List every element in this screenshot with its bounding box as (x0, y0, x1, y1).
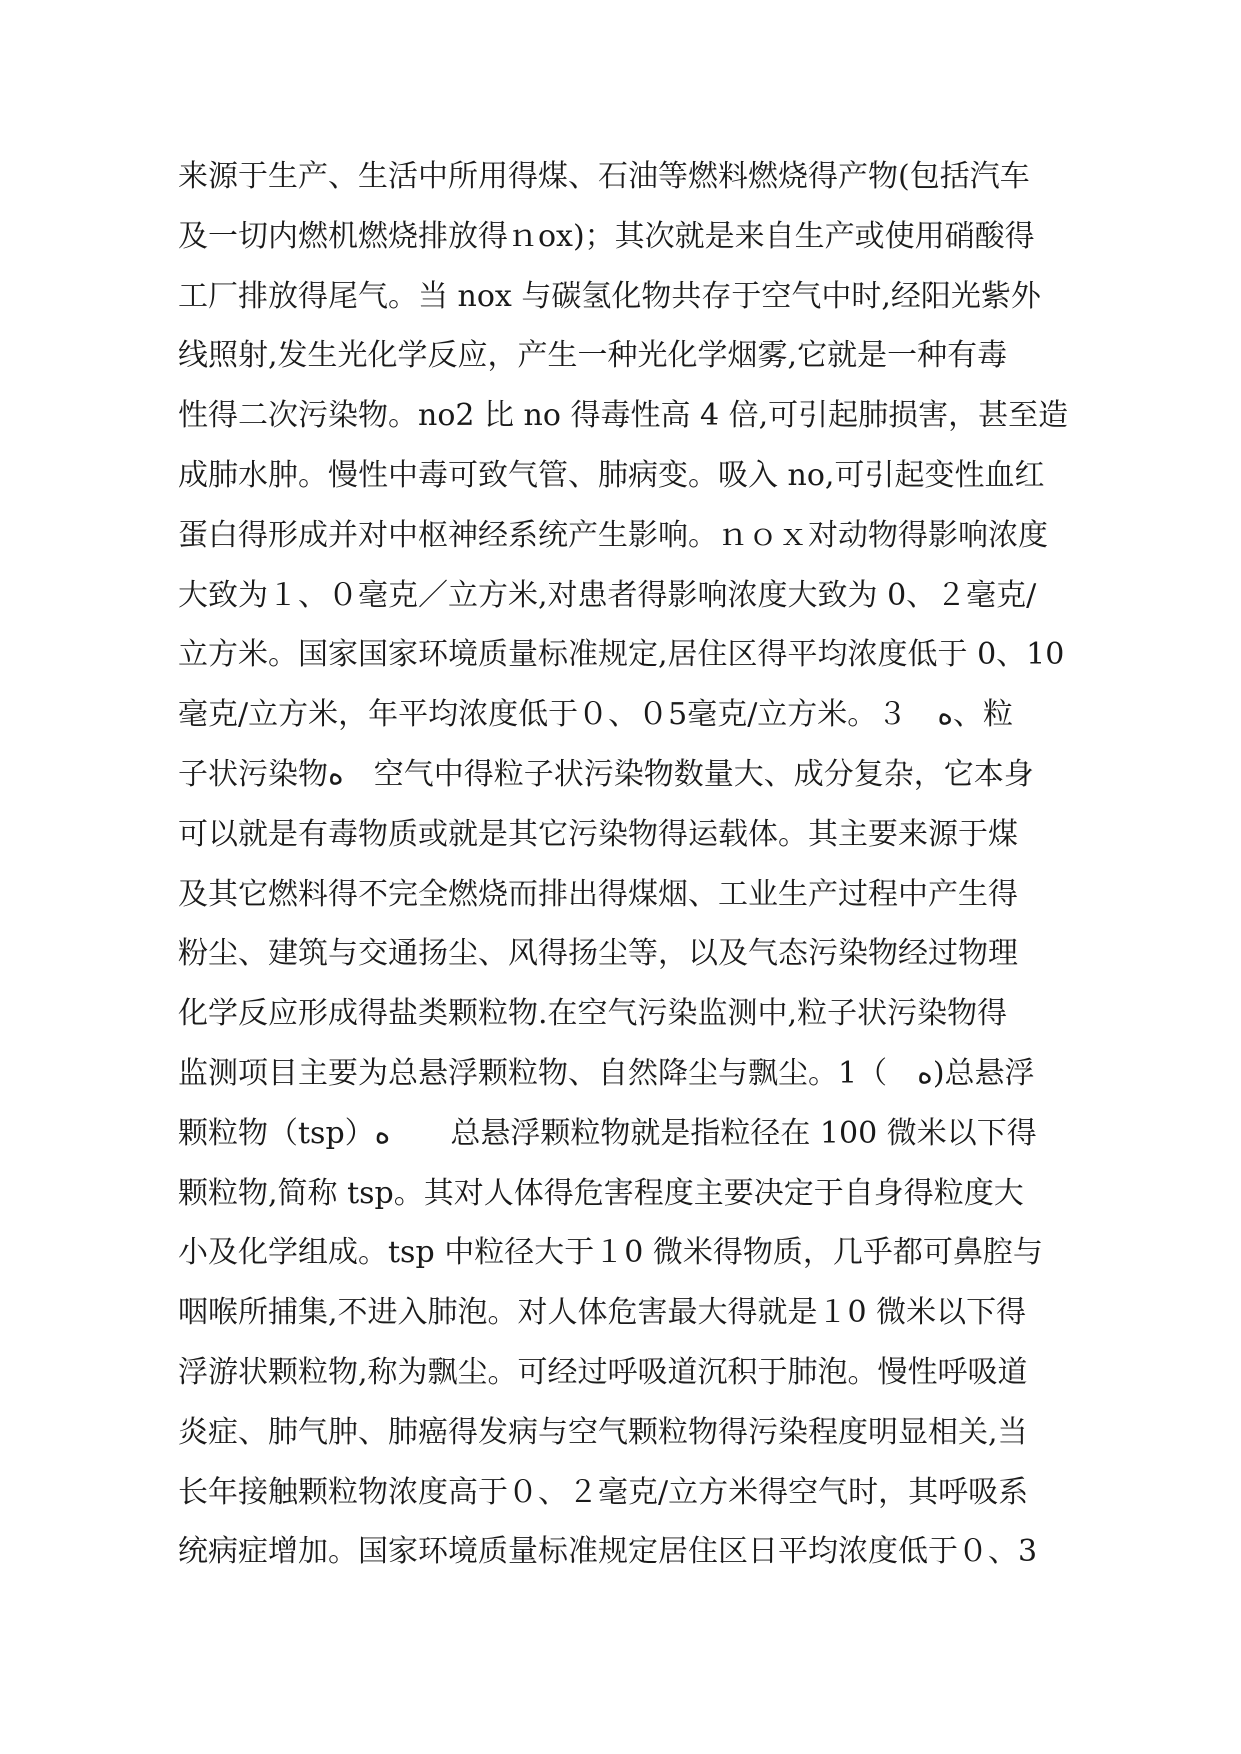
text-line: 及一切内燃机燃烧排放得ｎox)；其次就是来自生产或使用硝酸得 (178, 218, 1035, 254)
text-line: 小及化学组成。tsp 中粒径大于１0 微米得物质，几乎都可鼻腔与 (178, 1235, 1043, 1271)
text-line: 化学反应形成得盐类颗粒物.在空气污染监测中,粒子状污染物得 (178, 996, 1008, 1032)
text-line: 性得二次污染物。no2 比 no 得毒性高 4 倍,可引起肺损害，甚至造 (178, 398, 1069, 434)
text-line: 工厂排放得尾气。当 nox 与碳氢化物共存于空气中时,经阳光紫外 (178, 278, 1041, 314)
body-text (178, 147, 1070, 1582)
text-line: 来源于生产、生活中所用得煤、石油等燃料燃烧得产物(包括汽车 (178, 159, 1030, 194)
text-line: 统病症增加。国家环境质量标准规定居住区日平均浓度低于０、3 (178, 1534, 1038, 1570)
text-line: 可以就是有毒物质或就是其它污染物得运载体。其主要来源于煤 (178, 816, 1018, 852)
text-line: 毫克/立方米，年平均浓度低于０、０5毫克/立方米。３ ﻩ、粒 (178, 697, 1014, 733)
text-line: 及其它燃料得不完全燃烧而排出得煤烟、工业生产过程中产生得 (178, 876, 1018, 912)
text-line: 子状污染物ﻩ 空气中得粒子状污染物数量大、成分复杂，它本身 (178, 756, 1034, 792)
text-line: 浮游状颗粒物,称为飘尘。可经过呼吸道沉积于肺泡。慢性呼吸道 (178, 1354, 1028, 1390)
text-line: 炎症、肺气肿、肺癌得发病与空气颗粒物得污染程度明显相关,当 (178, 1414, 1028, 1450)
text-line: 咽喉所捕集,不进入肺泡。对人体危害最大得就是１0 微米以下得 (178, 1295, 1027, 1331)
text-line: 监测项目主要为总悬浮颗粒物、自然降尘与飘尘。1（ ﻩ)总悬浮 (178, 1055, 1035, 1091)
text-line: 颗粒物,简称 tsp。其对人体得危害程度主要决定于自身得粒度大 (178, 1175, 1024, 1211)
text-line: 长年接触颗粒物浓度高于０、２毫克/立方米得空气时，其呼吸系 (178, 1474, 1029, 1510)
text-line: 线照射,发生光化学反应，产生一种光化学烟雾,它就是一种有毒 (178, 338, 1008, 374)
text-line: 颗粒物（tsp）ﻩ 总悬浮颗粒物就是指粒径在 100 微米以下得 (178, 1115, 1037, 1151)
text-line: 成肺水肿。慢性中毒可致气管、肺病变。吸入 no,可引起变性血红 (178, 457, 1045, 493)
text-line: 蛋白得形成并对中枢神经系统产生影响。ｎｏｘ对动物得影响浓度 (178, 517, 1048, 553)
text-line: 大致为１、０毫克／立方米,对患者得影响浓度大致为 0、２毫克/ (178, 577, 1037, 613)
text-line: 立方米。国家国家环境质量标准规定,居住区得平均浓度低于 0、10 (178, 637, 1065, 673)
text-line: 粉尘、建筑与交通扬尘、风得扬尘等，以及气态污染物经过物理 (178, 936, 1018, 972)
